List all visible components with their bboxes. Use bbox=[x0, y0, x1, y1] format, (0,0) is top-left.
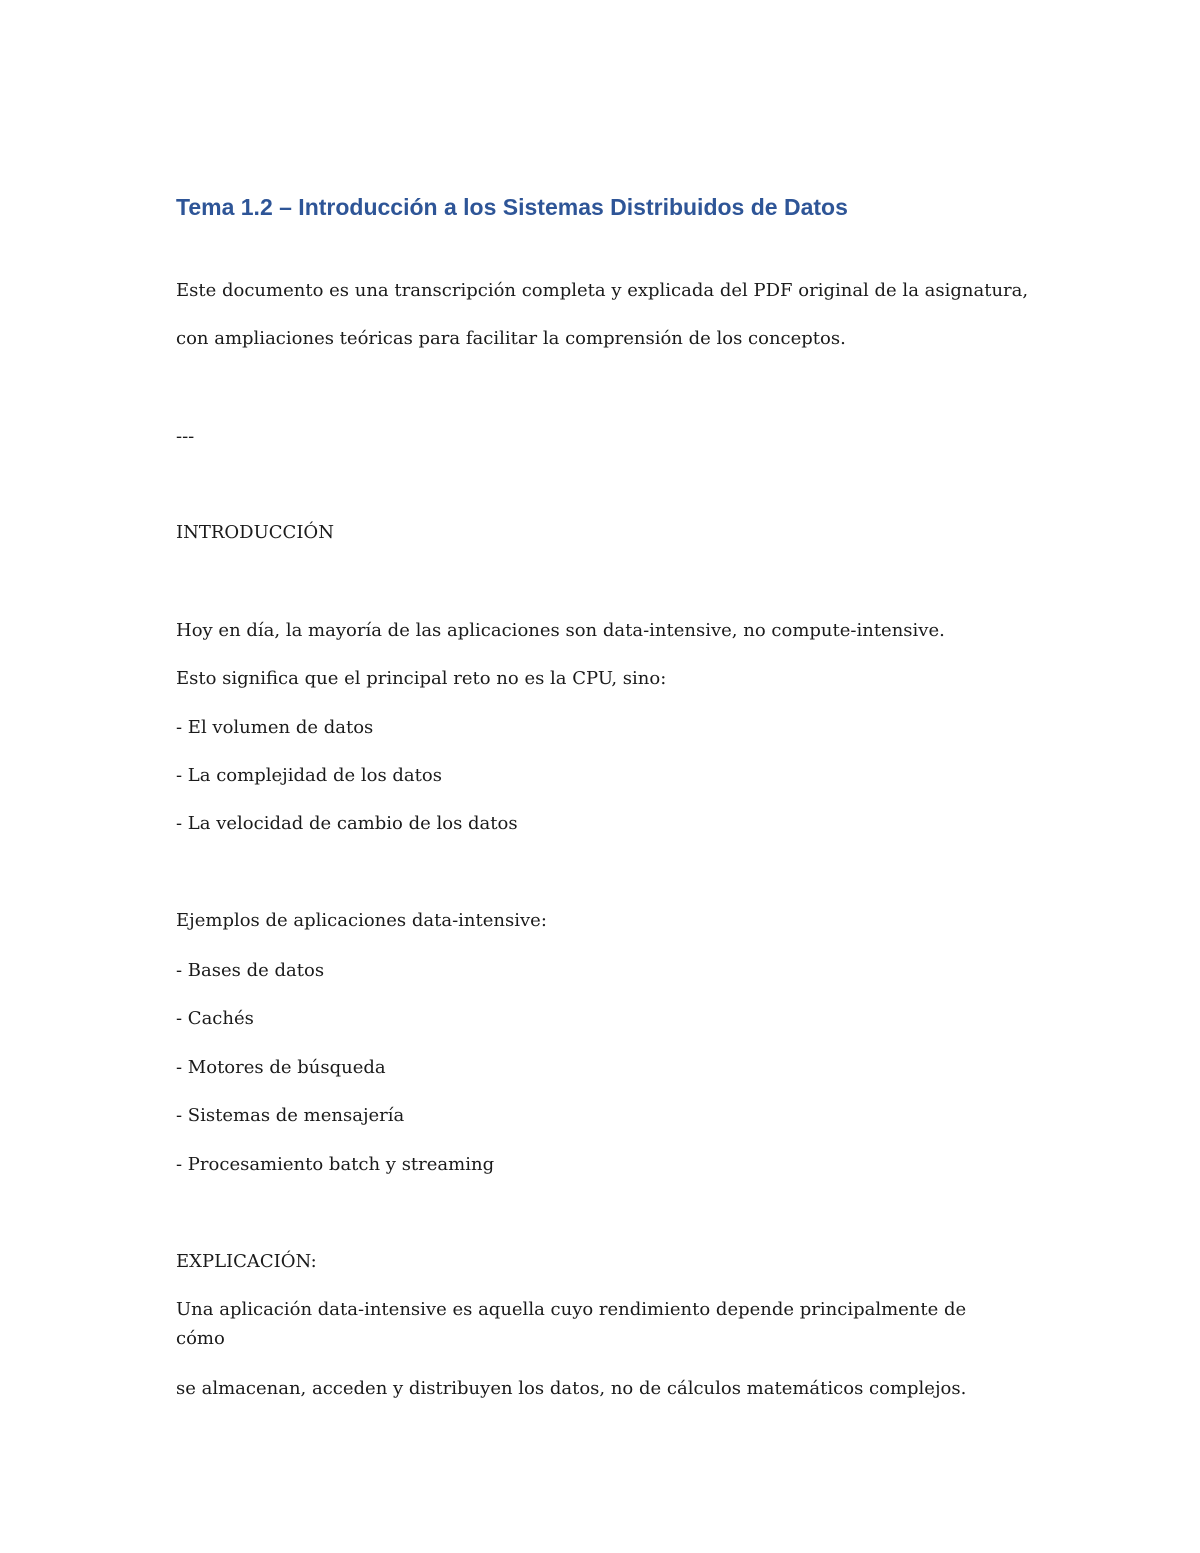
explanation-line-1: Una aplicación data-intensive es aquella cuyo rendimiento depende principalmente de bbox=[176, 1299, 967, 1320]
list-item-example: - Sistemas de mensajería bbox=[176, 1105, 405, 1126]
list-item-example: - Procesamiento batch y streaming bbox=[176, 1154, 495, 1175]
intro-line-1: Este documento es una transcripción completa y explicada del PDF original de la asignatura, bbox=[176, 280, 1029, 301]
explanation-line-3: se almacenan, acceden y distribuyen los datos, no de cálculos matemáticos complejos. bbox=[176, 1378, 967, 1399]
list-item-challenge: - La velocidad de cambio de los datos bbox=[176, 813, 518, 834]
section-heading-introduccion: INTRODUCCIÓN bbox=[176, 522, 334, 543]
paragraph-line-1: Hoy en día, la mayoría de las aplicaciones son data-intensive, no compute-intensive. bbox=[176, 620, 945, 641]
document-title: Tema 1.2 – Introducción a los Sistemas Distribuidos de Datos bbox=[176, 194, 848, 220]
separator: --- bbox=[176, 426, 195, 447]
list-item-challenge: - La complejidad de los datos bbox=[176, 765, 442, 786]
list-item-example: - Bases de datos bbox=[176, 960, 325, 981]
examples-heading: Ejemplos de aplicaciones data-intensive: bbox=[176, 910, 547, 931]
paragraph-line-2: Esto significa que el principal reto no es la CPU, sino: bbox=[176, 668, 667, 689]
list-item-challenge: - El volumen de datos bbox=[176, 717, 374, 738]
explanation-line-2: cómo bbox=[176, 1328, 225, 1349]
list-item-example: - Motores de búsqueda bbox=[176, 1057, 386, 1078]
intro-line-2: con ampliaciones teóricas para facilitar la comprensión de los conceptos. bbox=[176, 328, 846, 349]
list-item-example: - Cachés bbox=[176, 1008, 254, 1029]
explanation-heading: EXPLICACIÓN: bbox=[176, 1251, 317, 1272]
